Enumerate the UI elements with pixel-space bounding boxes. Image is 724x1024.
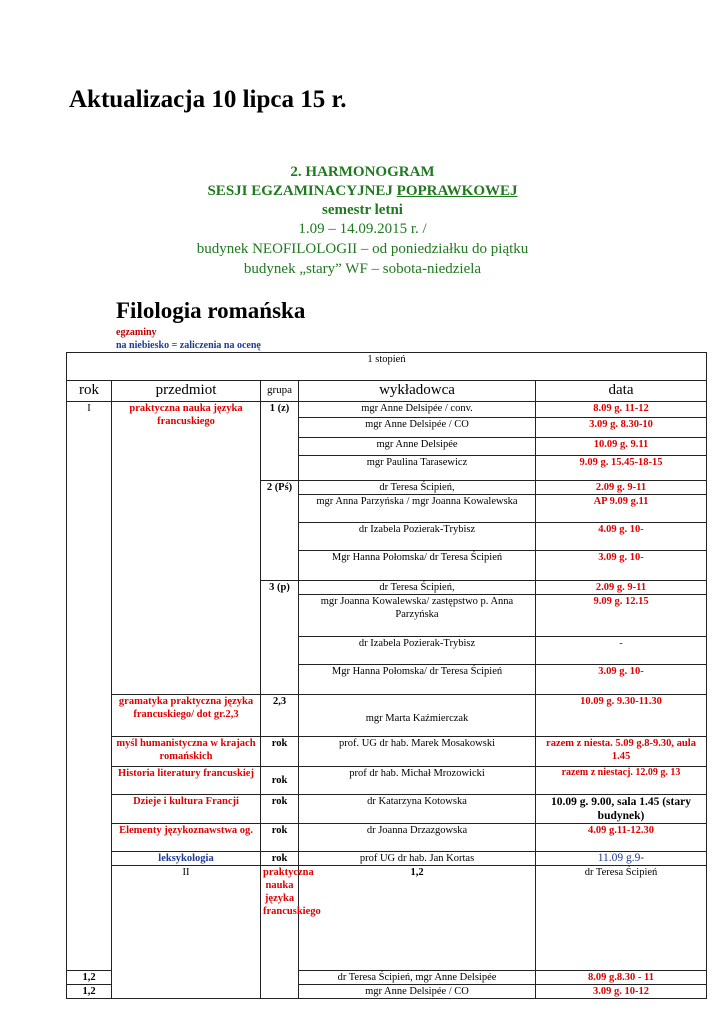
col-header-subject: przedmiot bbox=[112, 381, 261, 402]
lecturer-cell: dr Teresa Ścipień, bbox=[299, 581, 536, 595]
table-row bbox=[67, 402, 707, 418]
level-row bbox=[67, 353, 707, 381]
subject-cell: Dzieje i kultura Francji bbox=[112, 795, 261, 824]
date-cell: 4.09 g. 10- bbox=[536, 523, 707, 551]
lecturer-cell: prof dr hab. Michał Mrozowicki bbox=[299, 767, 536, 795]
date-cell: 2.09 g. 9-11 bbox=[536, 581, 707, 595]
table-row bbox=[67, 795, 707, 824]
year-cell: II bbox=[112, 866, 261, 999]
date-cell: 9.09 g. 15.45-18-15 bbox=[536, 456, 707, 481]
date-cell: 9.09 g. 12.15 bbox=[536, 595, 707, 637]
lecturer-cell: mgr Marta Kaźmierczak bbox=[299, 695, 536, 737]
date-cell: 8.09 g. 11-12 bbox=[536, 402, 707, 418]
lecturer-cell: mgr Anna Parzyńska / mgr Joanna Kowalewska bbox=[299, 495, 536, 523]
subject-cell: Historia literatury francuskiej bbox=[112, 767, 261, 795]
date-cell: 8.09 g.8.30 - 11 bbox=[536, 971, 707, 985]
session-title-underlined: POPRAWKOWEJ bbox=[396, 183, 518, 199]
lecturer-cell: prof. UG dr hab. Marek Mosakowski bbox=[299, 737, 536, 767]
lecturer-cell: dr Teresa Ścipień bbox=[536, 866, 707, 971]
column-header-row bbox=[67, 381, 707, 402]
subject-cell: praktyczna nauka języka francuskiego bbox=[112, 402, 261, 695]
update-heading: Aktualizacja 10 lipca 15 r. bbox=[69, 86, 347, 113]
date-cell: razem z niestacj. 12.09 g. 13 bbox=[536, 767, 707, 795]
subject-cell: Elementy językoznawstwa og. bbox=[112, 824, 261, 852]
group-cell: 2,3 bbox=[261, 695, 299, 737]
group-cell: rok bbox=[261, 824, 299, 852]
group-cell: 2 (Pś) bbox=[261, 481, 299, 581]
table-row bbox=[67, 824, 707, 852]
lecturer-cell: mgr Anne Delsipée bbox=[299, 438, 536, 456]
lecturer-cell: mgr Paulina Tarasewicz bbox=[299, 456, 536, 481]
date-cell: 10.09 g. 9.30-11.30 bbox=[536, 695, 707, 737]
building-weekdays: budynek NEOFILOLOGII – od poniedziałku do piątku bbox=[196, 241, 529, 257]
table-row bbox=[67, 852, 707, 866]
legend-graded-credits: na niebiesko = zaliczenia na ocenę bbox=[116, 340, 261, 351]
col-header-group: grupa bbox=[261, 381, 299, 402]
lecturer-cell: Mgr Hanna Połomska/ dr Teresa Ścipień bbox=[299, 551, 536, 581]
lecturer-cell: mgr Anne Delsipée / CO bbox=[299, 985, 536, 999]
lecturer-cell: mgr Joanna Kowalewska/ zastępstwo p. Anna Parzyńska bbox=[299, 595, 536, 637]
lecturer-cell: dr Teresa Ścipień, mgr Anne Delsipée bbox=[299, 971, 536, 985]
date-cell: 11.09 g.9- bbox=[536, 852, 707, 866]
department-title: Filologia romańska bbox=[116, 298, 306, 323]
session-title-text: SESJI EGZAMINACYJNEJ bbox=[207, 183, 397, 199]
session-title bbox=[90, 182, 635, 201]
subject-cell: myśl humanistyczna w krajach romańskich bbox=[112, 737, 261, 767]
date-cell: razem z niesta. 5.09 g.8-9.30, aula 1.45 bbox=[536, 737, 707, 767]
date-cell: 2.09 g. 9-11 bbox=[536, 481, 707, 495]
table-row bbox=[67, 767, 707, 795]
building-weekend: budynek „stary” WF – sobota-niedziela bbox=[243, 261, 482, 277]
lecturer-cell: dr Joanna Drzazgowska bbox=[299, 824, 536, 852]
group-cell: 1,2 bbox=[67, 985, 112, 999]
subject-cell: leksykologia bbox=[112, 852, 261, 866]
date-cell: - bbox=[536, 637, 707, 665]
group-cell: 1,2 bbox=[299, 866, 536, 971]
group-cell: rok bbox=[261, 852, 299, 866]
col-header-date: data bbox=[536, 381, 707, 402]
table-row bbox=[67, 695, 707, 737]
legend-exams: egzaminy bbox=[116, 327, 157, 338]
semester-label: semestr letni bbox=[322, 202, 403, 218]
group-cell: 1 (z) bbox=[261, 402, 299, 481]
lecturer-cell: prof UG dr hab. Jan Kortas bbox=[299, 852, 536, 866]
group-cell: rok bbox=[261, 795, 299, 824]
lecturer-cell: Mgr Hanna Połomska/ dr Teresa Ścipień bbox=[299, 665, 536, 695]
year-cell: I bbox=[67, 402, 112, 971]
session-dates: 1.09 – 14.09.2015 r. / bbox=[298, 221, 427, 237]
col-header-lecturer: wykładowca bbox=[299, 381, 536, 402]
date-cell: 3.09 g. 8.30-10 bbox=[536, 418, 707, 438]
group-cell: 3 (p) bbox=[261, 581, 299, 695]
date-cell: 3.09 g. 10- bbox=[536, 551, 707, 581]
col-header-year: rok bbox=[67, 381, 112, 402]
group-cell: rok bbox=[261, 767, 299, 795]
lecturer-cell: dr Izabela Pozierak-Trybisz bbox=[299, 523, 536, 551]
group-cell: 1,2 bbox=[67, 971, 112, 985]
date-cell: 4.09 g.11-12.30 bbox=[536, 824, 707, 852]
schedule-table bbox=[66, 352, 707, 999]
schedule-title: 2. HARMONOGRAM bbox=[290, 164, 435, 180]
subject-cell: praktyczna nauka języka francuskiego bbox=[261, 866, 299, 999]
group-cell: rok bbox=[261, 737, 299, 767]
lecturer-cell: dr Katarzyna Kotowska bbox=[299, 795, 536, 824]
date-cell: 3.09 g. 10- bbox=[536, 665, 707, 695]
date-cell: 10.09 g. 9.11 bbox=[536, 438, 707, 456]
table-row bbox=[67, 866, 707, 971]
table-row bbox=[67, 737, 707, 767]
date-cell: 3.09 g. 10-12 bbox=[536, 985, 707, 999]
lecturer-cell: dr Izabela Pozierak-Trybisz bbox=[299, 637, 536, 665]
lecturer-cell: dr Teresa Ścipień, bbox=[299, 481, 536, 495]
subject-cell: gramatyka praktyczna języka francuskiego/ dot gr.2,3 bbox=[112, 695, 261, 737]
level-label: 1 stopień bbox=[67, 353, 707, 381]
lecturer-cell: mgr Anne Delsipée / conv. bbox=[299, 402, 536, 418]
date-cell: 10.09 g. 9.00, sala 1.45 (stary budynek) bbox=[536, 795, 707, 824]
date-cell: AP 9.09 g.11 bbox=[536, 495, 707, 523]
lecturer-cell: mgr Anne Delsipée / CO bbox=[299, 418, 536, 438]
